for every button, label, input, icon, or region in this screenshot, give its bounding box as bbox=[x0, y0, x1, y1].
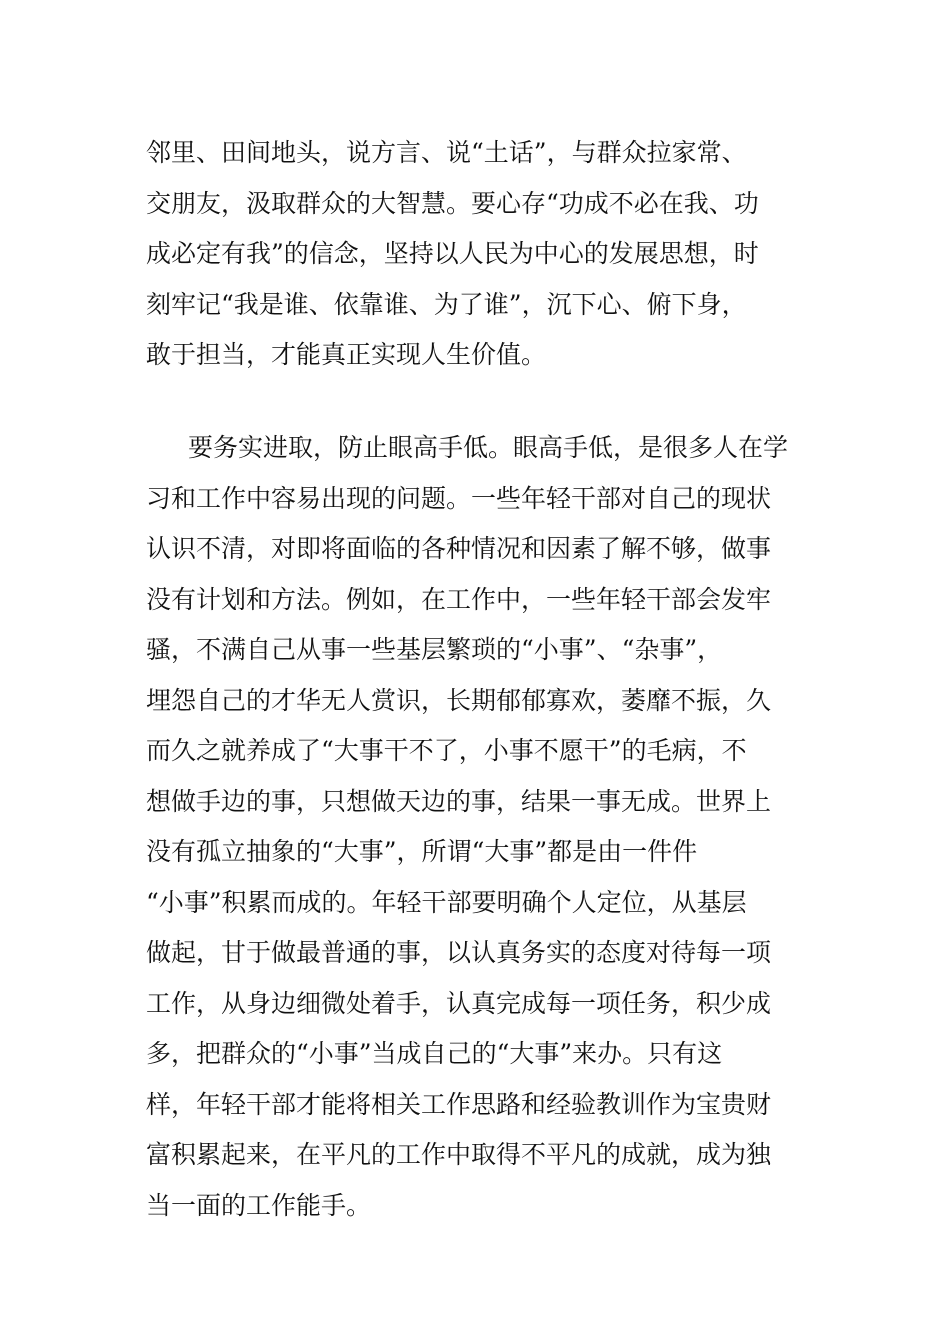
paragraph-line: 做起，甘于做最普通的事，以认真务实的态度对待每一项 bbox=[146, 938, 772, 967]
paragraph-line: 富积累起来，在平凡的工作中取得不平凡的成就，成为独 bbox=[146, 1140, 772, 1169]
paragraph-line: 多，把群众的“小事”当成自己的“大事”来办。只有这 bbox=[146, 1039, 723, 1068]
paragraph-line: 没有孤立抽象的“大事”，所谓“大事”都是由一件件 bbox=[146, 837, 698, 866]
paragraph-line: 当一面的工作能手。 bbox=[146, 1190, 372, 1220]
paragraph-line: 工作，从身边细微处着手，认真完成每一项任务，积少成 bbox=[146, 988, 772, 1018]
paragraph-line: 没有计划和方法。例如，在工作中，一些年轻干部会发牢 bbox=[146, 584, 772, 614]
paragraph-1 bbox=[146, 128, 826, 381]
paragraph-line: 成必定有我”的信念，坚持以人民为中心的发展思想，时 bbox=[146, 239, 759, 268]
paragraph-line: 交朋友，汲取群众的大智慧。要心存“功成不必在我、功 bbox=[146, 188, 759, 218]
paragraph-line: 样，年轻干部才能将相关工作思路和经验教训作为宝贵财 bbox=[146, 1089, 772, 1119]
paragraph-2 bbox=[146, 423, 826, 1231]
paragraph-line: 习和工作中容易出现的问题。一些年轻干部对自己的现状 bbox=[146, 483, 772, 513]
paragraph-line: 邻里、田间地头，说方言、说“土话”，与群众拉家常、 bbox=[146, 138, 747, 167]
paragraph-line: 刻牢记“我是谁、依靠谁、为了谁”，沉下心、俯下身， bbox=[146, 289, 747, 319]
paragraph-line: “小事”积累而成的。年轻干部要明确个人定位，从基层 bbox=[146, 887, 747, 917]
paragraph-line: 骚，不满自己从事一些基层繁琐的“小事”、“杂事”， bbox=[146, 635, 723, 664]
paragraph-line: 埋怨自己的才华无人赏识，长期郁郁寡欢，萎靡不振，久 bbox=[146, 685, 772, 715]
paragraph-line: 敢于担当，才能真正实现人生价值。 bbox=[146, 340, 547, 369]
paragraph-line: 要务实进取，防止眼高手低。眼高手低，是很多人在学 bbox=[188, 433, 789, 462]
paragraph-line: 想做手边的事，只想做天边的事，结果一事无成。世界上 bbox=[146, 786, 772, 816]
paragraph-line: 而久之就养成了“大事干不了，小事不愿干”的毛病，不 bbox=[146, 736, 747, 765]
paragraph-line: 认识不清，对即将面临的各种情况和因素了解不够，做事 bbox=[146, 534, 772, 563]
